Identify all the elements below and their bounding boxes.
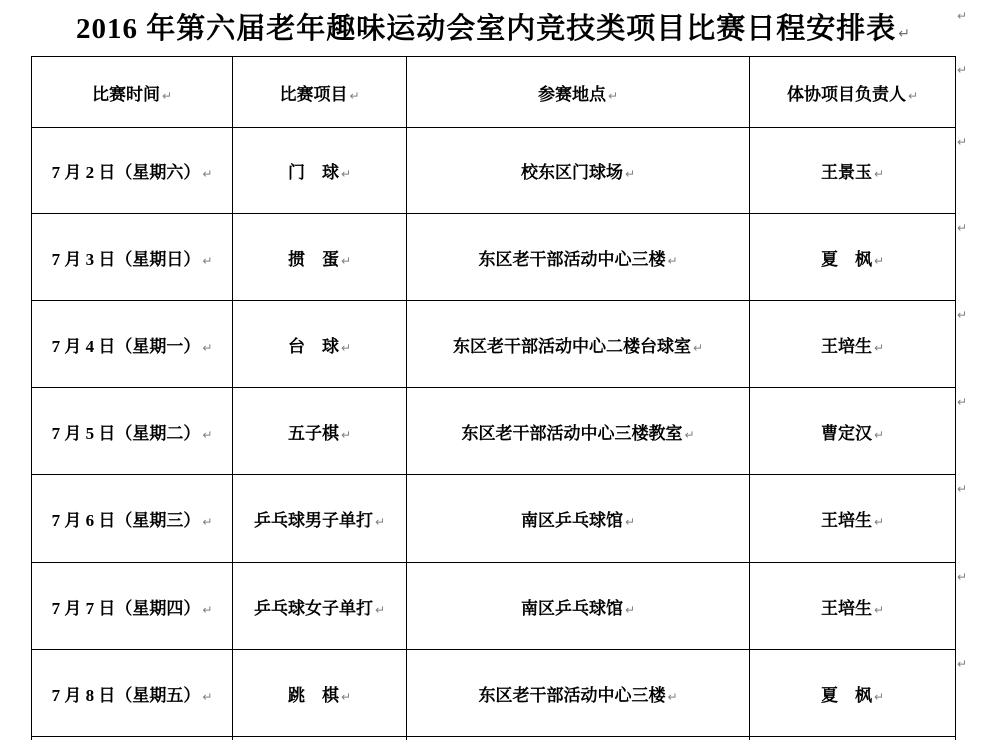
paragraph-mark-icon: ↵ (374, 602, 386, 617)
cell-text: 掼 蛋 (287, 249, 339, 269)
cell-text: 王培生 (820, 336, 872, 356)
cell-text: 门 球 (287, 163, 339, 182)
table-row-cutoff (32, 737, 956, 740)
paragraph-mark-icon: ↵ (202, 602, 213, 617)
paragraph-mark-icon: ↵ (340, 340, 352, 355)
cell-text: 王培生 (820, 598, 872, 618)
cell-text: 7 月 5 日（星期二） (51, 423, 201, 443)
cell-time[interactable] (32, 475, 233, 563)
paragraph-mark-icon: ↵ (684, 427, 695, 442)
paragraph-mark-icon: ↵ (624, 515, 636, 529)
cell-text: 夏 枫 (820, 685, 872, 705)
cell-venue[interactable] (407, 301, 750, 388)
cell-time[interactable] (32, 563, 233, 650)
cell-manager[interactable] (750, 388, 956, 475)
cell-text: 王景玉 (820, 163, 872, 182)
cell-event[interactable] (233, 650, 407, 737)
cell-manager[interactable] (750, 650, 956, 737)
row-end-mark-icon: ↵ (957, 482, 968, 496)
header-venue-label: 参赛地点 (537, 84, 606, 104)
paragraph-mark-icon: ↵ (898, 26, 911, 42)
cell-text: 王培生 (820, 511, 872, 530)
paragraph-mark-icon: ↵ (374, 515, 386, 529)
paragraph-mark-icon: ↵ (340, 427, 352, 442)
header-time[interactable] (32, 57, 233, 128)
cell-time (32, 737, 233, 740)
cell-time[interactable] (32, 301, 233, 388)
cell-event[interactable] (233, 563, 407, 650)
cell-venue (407, 737, 750, 740)
cell-venue[interactable] (407, 563, 750, 650)
table-row (32, 563, 956, 650)
paragraph-mark-icon: ↵ (202, 427, 213, 442)
cell-text: 南区乒乓球馆 (520, 598, 623, 618)
paragraph-mark-icon: ↵ (873, 602, 885, 617)
cell-text: 台 球 (287, 336, 339, 356)
header-time-label: 比赛时间 (91, 84, 160, 104)
cell-text: 东区老干部活动中心二楼台球室 (452, 336, 691, 356)
cell-text: 校东区门球场 (520, 163, 623, 182)
cell-text: 东区老干部活动中心三楼 (478, 249, 666, 269)
cell-text: 东区老干部活动中心三楼 (478, 685, 666, 705)
table-row (32, 301, 956, 388)
table-row (32, 214, 956, 301)
paragraph-mark-icon: ↵ (667, 689, 678, 704)
paragraph-mark-icon: ↵ (202, 253, 213, 268)
header-event-label: 比赛项目 (279, 84, 348, 104)
header-manager-label: 体协项目负责人 (786, 84, 906, 104)
cell-event[interactable] (233, 475, 407, 563)
cell-event[interactable] (233, 128, 407, 214)
row-end-mark-icon: ↵ (957, 221, 968, 235)
cell-venue[interactable] (407, 388, 750, 475)
table-row (32, 128, 956, 214)
row-end-mark-icon: ↵ (957, 308, 968, 322)
table-row (32, 650, 956, 737)
cell-event[interactable] (233, 214, 407, 301)
cell-text: 7 月 6 日（星期三） (51, 511, 201, 530)
cell-manager[interactable] (750, 128, 956, 214)
paragraph-mark-icon: ↵ (607, 88, 619, 103)
row-end-mark-icon: ↵ (957, 63, 968, 77)
page-title[interactable] (0, 6, 987, 47)
cell-event (233, 737, 407, 740)
cell-manager (750, 737, 956, 740)
table-row (32, 475, 956, 563)
cell-time[interactable] (32, 650, 233, 737)
cell-text: 东区老干部活动中心三楼教室 (461, 423, 683, 443)
cell-text: 7 月 4 日（星期一） (51, 336, 201, 356)
header-manager[interactable] (750, 57, 956, 128)
row-end-mark-icon: ↵ (957, 657, 968, 671)
cell-text: 曹定汉 (820, 423, 872, 443)
paragraph-mark-icon: ↵ (873, 253, 885, 268)
paragraph-mark-icon: ↵ (873, 689, 885, 704)
paragraph-mark-icon: ↵ (202, 689, 213, 704)
paragraph-mark-icon: ↵ (202, 340, 213, 355)
cell-manager[interactable] (750, 563, 956, 650)
cell-text: 7 月 7 日（星期四） (51, 598, 201, 618)
paragraph-mark-icon: ↵ (873, 167, 885, 181)
schedule-table (31, 56, 956, 740)
cell-venue[interactable] (407, 475, 750, 563)
paragraph-mark-icon: ↵ (202, 167, 213, 181)
row-end-mark-icon: ↵ (957, 135, 968, 149)
cell-venue[interactable] (407, 650, 750, 737)
cell-venue[interactable] (407, 128, 750, 214)
paragraph-mark-icon: ↵ (340, 253, 352, 268)
paragraph-mark-icon: ↵ (957, 9, 968, 23)
cell-time[interactable] (32, 388, 233, 475)
header-venue[interactable] (407, 57, 750, 128)
row-end-mark-icon: ↵ (957, 570, 968, 584)
cell-text: 乒乓球男子单打 (253, 511, 373, 530)
cell-venue[interactable] (407, 214, 750, 301)
paragraph-mark-icon: ↵ (624, 167, 636, 181)
paragraph-mark-icon: ↵ (667, 253, 678, 268)
cell-text: 五子棋 (287, 423, 339, 443)
cell-event[interactable] (233, 301, 407, 388)
cell-time[interactable] (32, 128, 233, 214)
paragraph-mark-icon: ↵ (202, 515, 213, 529)
paragraph-mark-icon: ↵ (873, 515, 885, 529)
paragraph-mark-icon: ↵ (340, 689, 352, 704)
cell-text: 7 月 3 日（星期日） (51, 249, 201, 269)
cell-text: 跳 棋 (287, 685, 339, 705)
paragraph-mark-icon: ↵ (340, 167, 352, 181)
page-title-text: 2016 年第六届老年趣味运动会室内竞技类项目比赛日程安排表 (76, 13, 897, 45)
paragraph-mark-icon: ↵ (349, 88, 360, 103)
header-event[interactable] (233, 57, 407, 128)
row-end-mark-icon: ↵ (957, 395, 968, 409)
cell-time[interactable] (32, 214, 233, 301)
paragraph-mark-icon: ↵ (873, 427, 885, 442)
cell-text: 南区乒乓球馆 (520, 511, 623, 530)
table-header-row (32, 57, 956, 128)
cell-manager[interactable] (750, 214, 956, 301)
paragraph-mark-icon: ↵ (873, 340, 885, 355)
paragraph-mark-icon: ↵ (161, 88, 173, 103)
table-row (32, 388, 956, 475)
cell-text: 夏 枫 (820, 249, 872, 269)
cell-text: 7 月 2 日（星期六） (51, 163, 201, 182)
paragraph-mark-icon: ↵ (907, 88, 919, 103)
cell-text: 7 月 8 日（星期五） (51, 685, 201, 705)
cell-manager[interactable] (750, 475, 956, 563)
paragraph-mark-icon: ↵ (624, 602, 636, 617)
cell-event[interactable] (233, 388, 407, 475)
cell-text: 乒乓球女子单打 (253, 598, 373, 618)
paragraph-mark-icon: ↵ (692, 340, 704, 355)
cell-manager[interactable] (750, 301, 956, 388)
